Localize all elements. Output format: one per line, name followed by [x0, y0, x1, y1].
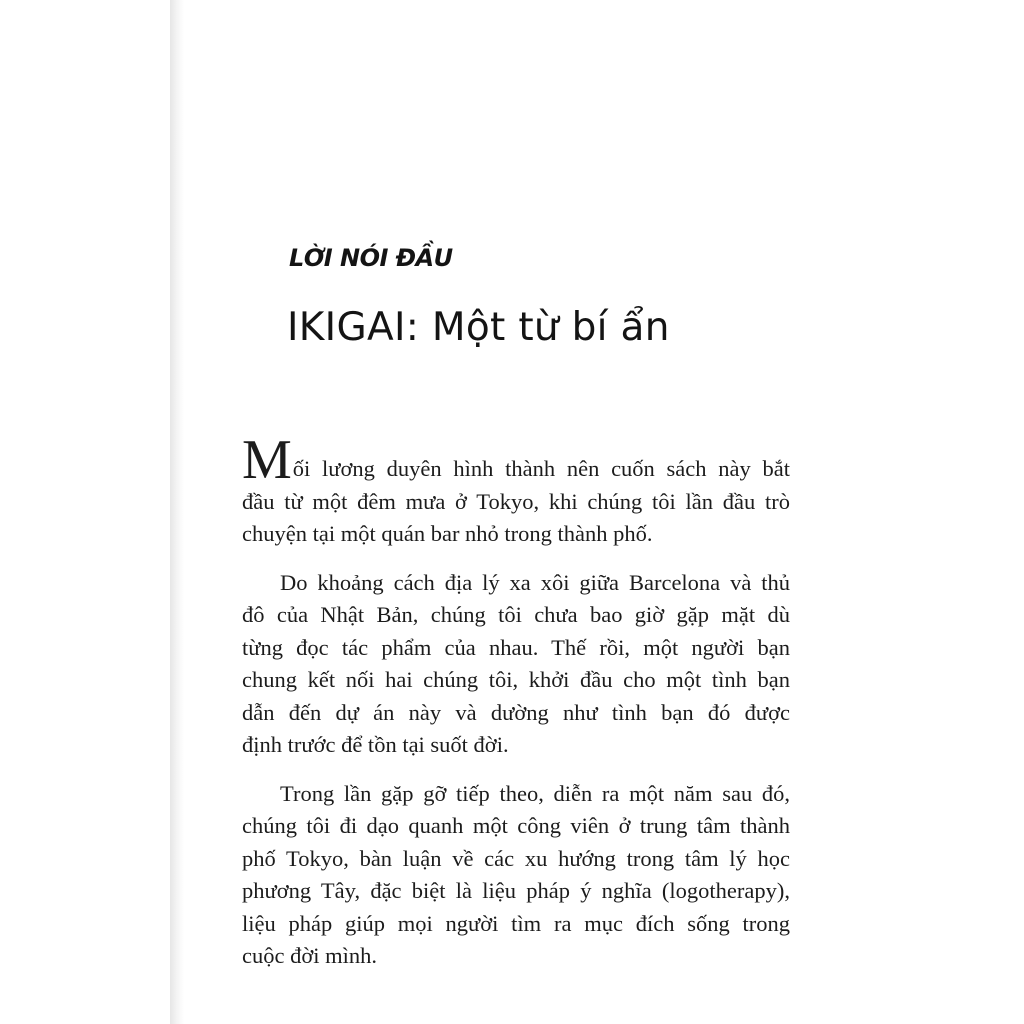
text-line: phương Tây, đặc biệt là liệu pháp ý nghĩa (logotherapy),: [242, 878, 790, 903]
paragraph-2: [242, 567, 790, 762]
text-line: chúng tôi đi dạo quanh một công viên ở trung tâm thành: [242, 813, 790, 838]
text-line: chung kết nối hai chúng tôi, khởi đầu cho một tình bạn: [242, 667, 790, 692]
text-line: phố Tokyo, bàn luận về các xu hướng trong tâm lý học: [242, 845, 790, 871]
chapter-title: IKIGAI: Một từ bí ẩn: [287, 305, 670, 350]
text-line: Do khoảng cách địa lý xa xôi giữa Barcelona và thủ: [280, 569, 790, 595]
paragraph-1: [242, 429, 790, 551]
text-line: đầu từ một đêm mưa ở Tokyo, khi chúng tôi lần đầu trò: [242, 488, 790, 514]
text-line: liệu pháp giúp mọi người tìm ra mục đích sống trong: [242, 910, 790, 936]
text-line-rest: ối lương duyên hình thành nên cuốn sách này bắt: [292, 456, 790, 481]
page-gutter-shadow: [170, 0, 184, 1024]
text-line: định trước để tồn tại suốt đời.: [242, 732, 509, 757]
body-text: [242, 429, 790, 989]
text-line: chuyện tại một quán bar nhỏ trong thành phố.: [242, 521, 653, 546]
text-line: đô của Nhật Bản, chúng tôi chưa bao giờ gặp mặt dù: [242, 602, 790, 627]
text-line: từng đọc tác phẩm của nhau. Thế rồi, một người bạn: [242, 634, 790, 660]
preface-label: LỜI NÓI ĐẦU: [289, 244, 453, 272]
text-line: [242, 429, 790, 491]
text-line: dẫn đến dự án này và dường như tình bạn đó được: [242, 699, 790, 725]
paragraph-3: [242, 778, 790, 973]
text-line: Trong lần gặp gỡ tiếp theo, diễn ra một năm sau đó,: [280, 780, 790, 806]
text-line: cuộc đời mình.: [242, 943, 377, 968]
drop-cap: M: [242, 429, 292, 491]
